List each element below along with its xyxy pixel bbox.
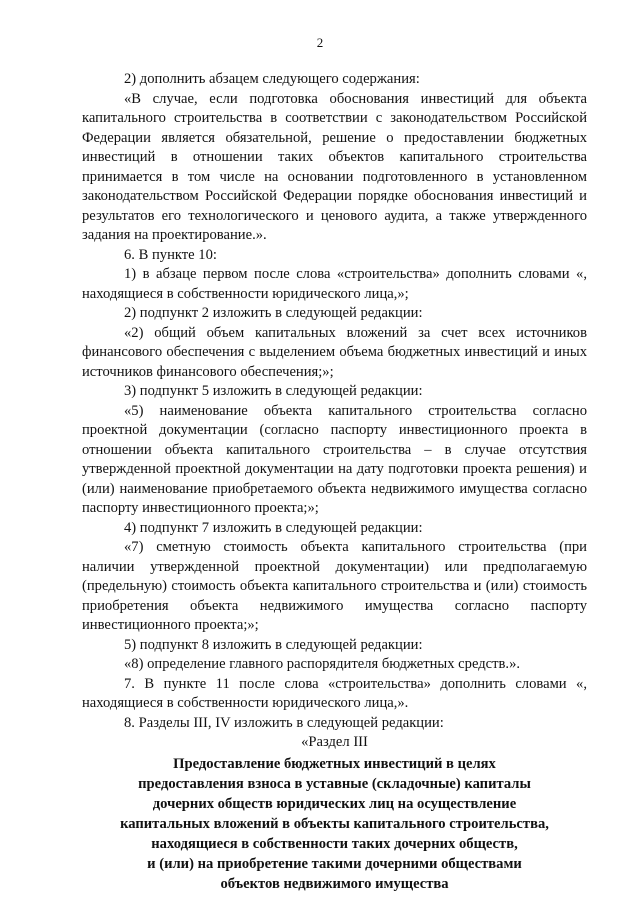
paragraph: 8. Разделы III, IV изложить в следующей редакции: <box>124 714 444 731</box>
heading-line: объектов недвижимого имущества <box>220 875 449 892</box>
paragraph: 2) подпункт 2 изложить в следующей редакции: <box>124 305 423 321</box>
document-body <box>82 70 587 894</box>
heading-line: Предоставление бюджетных инвестиций в целях <box>173 755 496 772</box>
heading-line: и (или) на приобретение такими дочерними обществами <box>147 855 522 872</box>
heading-line: предоставления взноса в уставные (складочные) капиталы <box>138 775 531 792</box>
paragraph: «8) определение главного распорядителя бюджетных средств.». <box>124 656 521 672</box>
page-number: 2 <box>316 35 324 50</box>
paragraph: «В случае, если подготовка обоснования инвестиций для объекта капитального строительства в соответствии с законодательством Российской Федерации является обязательной, решение о предоставлении бюджетных инвестиций в отношении таких объектов капитального строительства принимается в том числе на основании подготовленного в установленном законодательством Российской Федерации порядке обоснования инвестиций и результатов его технологического и ценового аудита, а также утвержденного задания на проектирование.». <box>82 90 587 243</box>
section-heading <box>82 754 587 894</box>
heading-line: находящиеся в собственности таких дочерних обществ, <box>151 835 518 852</box>
paragraph: 7. В пункте 11 после слова «строительства» дополнить словами «, находящиеся в собственности юридического лица,». <box>82 675 587 711</box>
paragraph: «5) наименование объекта капитального строительства согласно проектной документации (согласно паспорту инвестиционного проекта в отношении объекта капитального строительства – в случае отсутствия утвержденной проектной документации на дату подготовки проекта решения) и (или) наименование приобретаемого объекта недвижимого имущества согласно паспорту инвестиционного проекта;»; <box>82 402 587 516</box>
paragraph: 5) подпункт 8 изложить в следующей редакции: <box>124 636 423 653</box>
paragraph: «2) общий объем капитальных вложений за счет всех источников финансового обеспечения с выделением объема бюджетных инвестиций и иных источников финансового обеспечения;»; <box>82 324 587 380</box>
heading-line: дочерних обществ юридических лиц на осуществление <box>152 795 517 812</box>
section-label: «Раздел III <box>301 734 368 750</box>
paragraph: 3) подпункт 5 изложить в следующей редакции: <box>124 383 423 399</box>
heading-line: капитальных вложений в объекты капитального строительства, <box>120 815 549 832</box>
paragraph: 1) в абзаце первом после слова «строительства» дополнить словами «, находящиеся в собственности юридического лица,»; <box>82 266 587 302</box>
paragraph: 4) подпункт 7 изложить в следующей редакции: <box>124 519 423 536</box>
paragraph: 2) дополнить абзацем следующего содержания: <box>124 71 420 87</box>
paragraph: «7) сметную стоимость объекта капитального строительства (при наличии утвержденной проектной документации) или предполагаемую (предельную) стоимость объекта капитального строительства и (или) стоимость приобретения объекта недвижимого имущества согласно паспорту инвестиционного проекта;»; <box>82 539 587 633</box>
paragraph: 6. В пункте 10: <box>124 246 217 263</box>
